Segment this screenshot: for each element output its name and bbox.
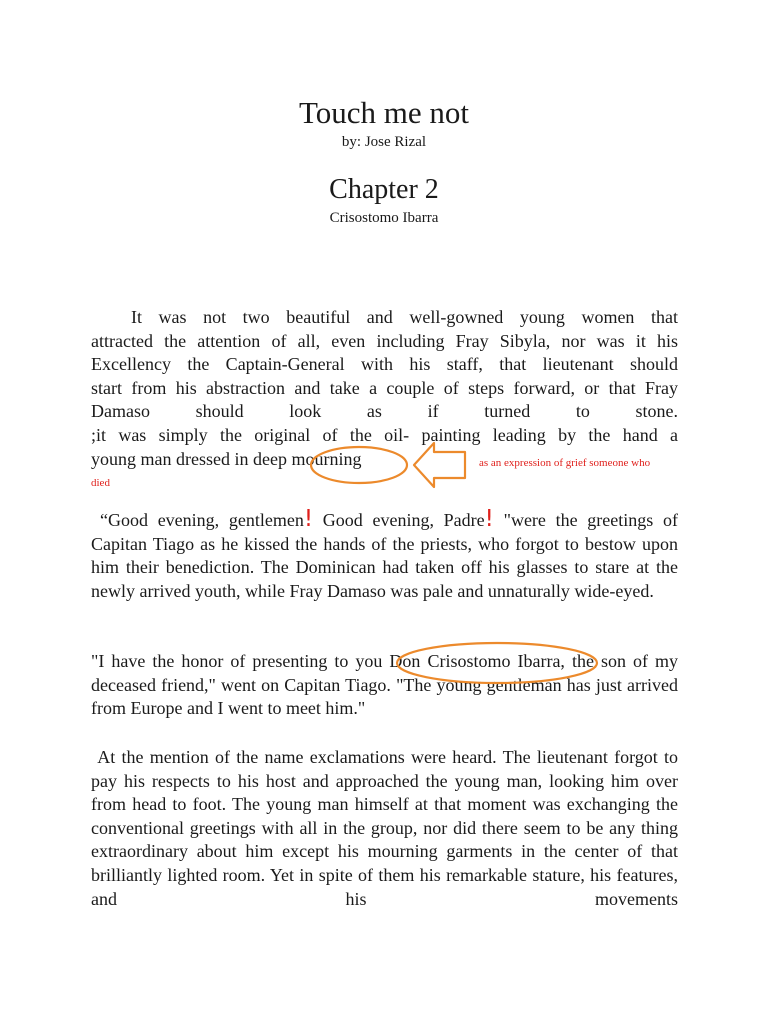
paragraph-line: ;it was simply the original of the oil- painting leading by the hand a: [91, 424, 678, 445]
paragraph-text: "I have the honor of presenting to you: [91, 651, 390, 671]
paragraph-line-text: young man dressed in deep: [91, 448, 292, 469]
annotation-note: as an expression of grief someone who: [479, 457, 651, 469]
author-byline: by: Jose Rizal: [341, 134, 427, 150]
highlighted-name-ibarra: Don Crisostomo Ibarra,: [389, 651, 565, 671]
paragraph-text: the son of my deceased friend," went on Capitan Tiago. "The young gentleman has just arrived from Europe and I went to meet him.": [91, 651, 678, 719]
chapter-heading: Chapter 2: [329, 174, 439, 205]
exclamation-mark-annotation: !: [484, 506, 494, 532]
paragraph-text: "were the greetings of Capitan Tiago as he kissed the hands of the priests, who forgot to bestow upon him their benediction. The Dominican had taken off his glasses to stare at the newly arrived youth, while Fray Damaso was pale and unnaturally wide-eyed.: [91, 510, 678, 601]
paragraph-line: It was not two beautiful and well-gowned young women that: [131, 307, 678, 327]
paragraph-1: [91, 306, 678, 471]
paragraph-line: attracted the attention of all, even including Fray Sibyla, nor was it his: [91, 330, 678, 351]
annotation-note-continuation: died: [91, 477, 110, 489]
paragraph-2: [91, 506, 678, 603]
highlighted-word-mourning: mourning: [291, 448, 362, 469]
paragraph-line: Damaso should look as if turned to stone.: [91, 401, 678, 422]
paragraph-4: At the mention of the name exclamations were heard. The lieutenant forgot to pay his respects to his host and approached the young man, looking him over from head to foot. The young man himself at that moment was exchanging the conventional greetings with all in the group, nor did there seem to be any thing extraordinary about him except his mourning garments in the center of that brilliantly lighted room. Yet in spite of them his remarkable stature, his features, and his movements: [91, 747, 683, 909]
document-title: Touch me not: [298, 95, 469, 130]
paragraph-line: start from his abstraction and take a couple of steps forward, or that Fray: [91, 377, 678, 398]
paragraph-text: “Good evening, gentlemen: [100, 510, 304, 530]
paragraph-line: Excellency the Captain-General with his staff, that lieutenant should: [91, 354, 678, 375]
exclamation-mark-annotation: !: [303, 506, 314, 532]
chapter-subtitle: Crisostomo Ibarra: [329, 210, 439, 226]
paragraph-3: [91, 650, 678, 721]
paragraph-text: Good evening, Padre: [313, 510, 485, 530]
